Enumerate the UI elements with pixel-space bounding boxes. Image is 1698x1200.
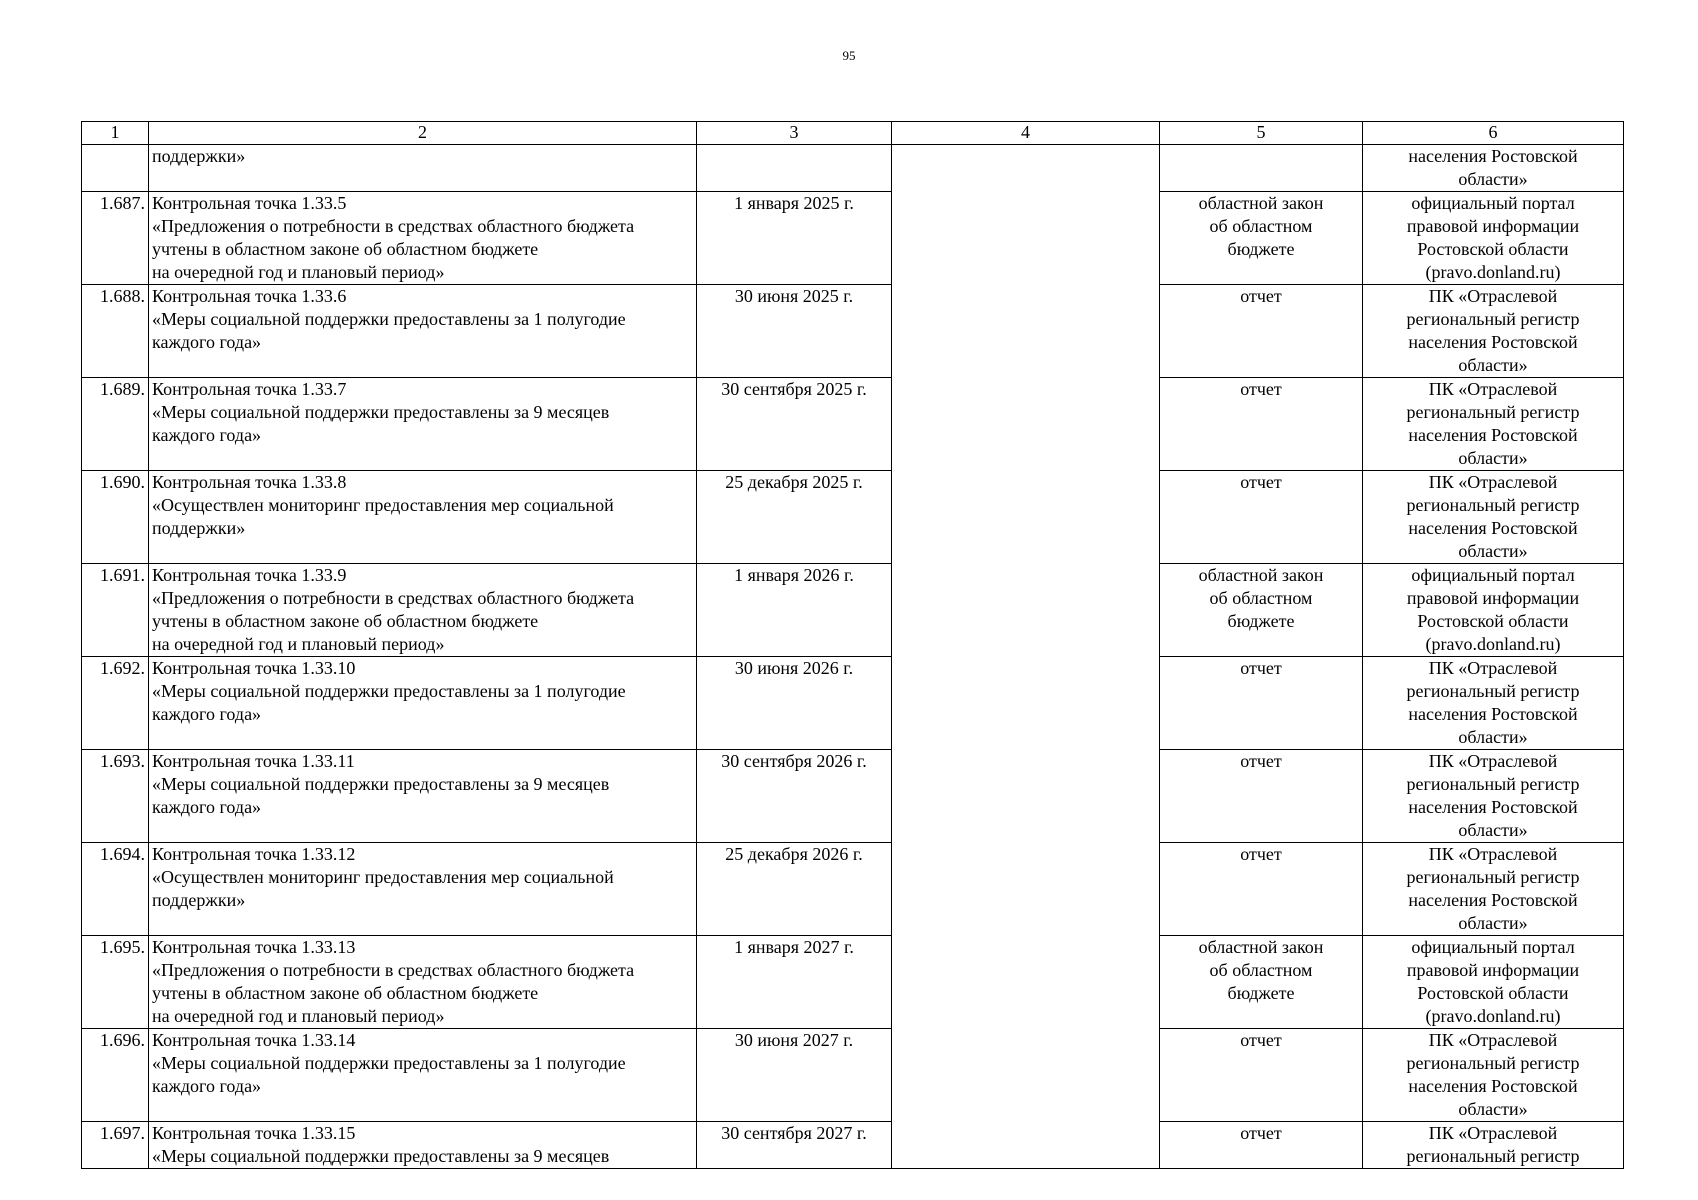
row-number-cell (82, 471, 149, 564)
info-source-line: региональный регистр (1406, 867, 1580, 887)
document-type-cell (1160, 843, 1363, 936)
info-source-line: правовой информации (1406, 588, 1580, 608)
info-source-line: населения Ростовской (1408, 425, 1578, 445)
document-type-line: отчет (1240, 1030, 1282, 1050)
table-row (82, 1029, 1624, 1122)
info-source-line: Ростовской области (1417, 983, 1569, 1003)
document-type-line: отчет (1240, 379, 1282, 399)
description-line: учтены в областном законе об областном бюджете (152, 983, 539, 1003)
info-source-line: населения Ростовской (1408, 146, 1578, 166)
info-source-line: области» (1458, 820, 1528, 840)
row-number-cell (82, 1122, 149, 1169)
due-date: 1 января 2025 г. (734, 193, 854, 213)
row-number: 1.692. (100, 658, 145, 678)
document-type-line: отчет (1240, 658, 1282, 678)
row-number-cell (82, 192, 149, 285)
table-row (82, 471, 1624, 564)
due-date: 30 июня 2026 г. (734, 658, 854, 678)
description-line: Контрольная точка 1.33.7 (152, 379, 347, 399)
info-source-line: Ростовской области (1417, 611, 1569, 631)
description-line: поддержки» (152, 518, 246, 538)
description-line: Контрольная точка 1.33.6 (152, 286, 347, 306)
info-source-line: ПК «Отраслевой (1428, 379, 1558, 399)
info-source-line: правовой информации (1406, 216, 1580, 236)
row-number: 1.687. (100, 193, 145, 213)
info-source-line: населения Ростовской (1408, 518, 1578, 538)
info-source-line: населения Ростовской (1408, 797, 1578, 817)
date-cell (697, 145, 892, 192)
document-type-cell (1160, 1029, 1363, 1122)
info-source-line: ПК «Отраслевой (1428, 658, 1558, 678)
info-source-line: региональный регистр (1406, 1146, 1580, 1166)
info-source-cell (1363, 192, 1624, 285)
table-row (82, 936, 1624, 1029)
document-type-line: бюджете (1227, 983, 1295, 1003)
date-cell (697, 843, 892, 936)
description-line: Контрольная точка 1.33.11 (152, 751, 355, 771)
table-body (82, 145, 1624, 1169)
table-row (82, 192, 1624, 285)
control-points-table (81, 121, 1624, 1169)
info-source-cell (1363, 145, 1624, 192)
info-source-cell (1363, 750, 1624, 843)
description-line: «Меры социальной поддержки предоставлены за 1 полугодие (152, 681, 626, 701)
table-row (82, 750, 1624, 843)
info-source-line: официальный портал (1411, 193, 1575, 213)
description-line: «Осуществлен мониторинг предоставления мер социальной (152, 495, 614, 515)
due-date: 1 января 2026 г. (734, 565, 854, 585)
description-line: каждого года» (152, 425, 262, 445)
description-cell (149, 750, 697, 843)
document-type-line: областной закон (1198, 193, 1324, 213)
info-source-line: официальный портал (1411, 565, 1575, 585)
info-source-line: области» (1458, 355, 1528, 375)
date-cell (697, 285, 892, 378)
document-type-line: об областном (1209, 960, 1313, 980)
description-line: «Меры социальной поддержки предоставлены за 1 полугодие (152, 309, 626, 329)
description-cell (149, 1029, 697, 1122)
info-source-line: ПК «Отраслевой (1428, 751, 1558, 771)
info-source-line: ПК «Отраслевой (1428, 472, 1558, 492)
description-line: учтены в областном законе об областном бюджете (152, 611, 539, 631)
info-source-line: региональный регистр (1406, 309, 1580, 329)
date-cell (697, 936, 892, 1029)
description-line: «Меры социальной поддержки предоставлены за 9 месяцев (152, 774, 610, 794)
description-cell (149, 285, 697, 378)
description-line: каждого года» (152, 797, 262, 817)
due-date: 25 декабря 2025 г. (725, 472, 863, 492)
info-source-line: региональный регистр (1406, 495, 1580, 515)
row-number: 1.696. (100, 1030, 145, 1050)
description-line: «Меры социальной поддержки предоставлены за 9 месяцев (152, 402, 610, 422)
description-line: «Предложения о потребности в средствах областного бюджета (152, 960, 635, 980)
info-source-line: Ростовской области (1417, 239, 1569, 259)
description-cell (149, 564, 697, 657)
date-cell (697, 1029, 892, 1122)
row-number-cell (82, 285, 149, 378)
info-source-cell (1363, 843, 1624, 936)
info-source-line: населения Ростовской (1408, 1076, 1578, 1096)
info-source-line: (pravo.donland.ru) (1425, 262, 1561, 282)
date-cell (697, 471, 892, 564)
row-number: 1.688. (100, 286, 145, 306)
info-source-line: населения Ростовской (1408, 890, 1578, 910)
document-type-cell (1160, 471, 1363, 564)
description-line: Контрольная точка 1.33.15 (152, 1123, 356, 1143)
info-source-line: области» (1458, 727, 1528, 747)
description-line: Контрольная точка 1.33.10 (152, 658, 356, 678)
info-source-line: ПК «Отраслевой (1428, 1123, 1558, 1143)
info-source-cell (1363, 1029, 1624, 1122)
document-type-cell (1160, 564, 1363, 657)
description-line: каждого года» (152, 1076, 262, 1096)
table-row (82, 285, 1624, 378)
document-type-line: об областном (1209, 588, 1313, 608)
info-source-line: области» (1458, 448, 1528, 468)
description-cell (149, 192, 697, 285)
info-source-line: области» (1458, 913, 1528, 933)
info-source-cell (1363, 936, 1624, 1029)
due-date: 30 июня 2027 г. (734, 1030, 854, 1050)
description-cell (149, 145, 697, 192)
description-line: учтены в областном законе об областном бюджете (152, 239, 539, 259)
date-cell (697, 1122, 892, 1169)
info-source-line: области» (1458, 169, 1528, 189)
description-cell (149, 471, 697, 564)
description-line: Контрольная точка 1.33.8 (152, 472, 347, 492)
info-source-line: ПК «Отраслевой (1428, 286, 1558, 306)
responsible-cell (892, 145, 1160, 1169)
due-date: 30 сентября 2025 г. (721, 379, 867, 399)
column-header-5: 5 (1160, 122, 1363, 145)
row-number: 1.689. (100, 379, 145, 399)
description-cell (149, 378, 697, 471)
document-type-line: отчет (1240, 286, 1282, 306)
row-number-cell (82, 750, 149, 843)
document-type-cell (1160, 657, 1363, 750)
info-source-line: ПК «Отраслевой (1428, 1030, 1558, 1050)
row-number-cell (82, 378, 149, 471)
info-source-line: (pravo.donland.ru) (1425, 634, 1561, 654)
page-number: 95 (842, 48, 856, 63)
description-line: «Меры социальной поддержки предоставлены за 1 полугодие (152, 1053, 626, 1073)
document-type-line: об областном (1209, 216, 1313, 236)
row-number: 1.690. (100, 472, 145, 492)
row-number-cell (82, 843, 149, 936)
info-source-line: региональный регистр (1406, 402, 1580, 422)
description-cell (149, 843, 697, 936)
row-number: 1.693. (100, 751, 145, 771)
due-date: 1 января 2027 г. (734, 937, 854, 957)
document-type-cell (1160, 750, 1363, 843)
date-cell (697, 378, 892, 471)
description-line: «Предложения о потребности в средствах областного бюджета (152, 216, 635, 236)
date-cell (697, 657, 892, 750)
description-line: Контрольная точка 1.33.12 (152, 844, 356, 864)
info-source-cell (1363, 1122, 1624, 1169)
info-source-line: официальный портал (1411, 937, 1575, 957)
row-number-cell (82, 936, 149, 1029)
table-row (82, 1122, 1624, 1169)
document-type-cell (1160, 378, 1363, 471)
column-header-1: 1 (82, 122, 149, 145)
document-type-line: отчет (1240, 844, 1282, 864)
due-date: 30 сентября 2026 г. (721, 751, 867, 771)
document-type-line: отчет (1240, 472, 1282, 492)
due-date: 25 декабря 2026 г. (725, 844, 863, 864)
info-source-cell (1363, 285, 1624, 378)
info-source-line: региональный регистр (1406, 681, 1580, 701)
description-line: каждого года» (152, 704, 262, 724)
table-row (82, 657, 1624, 750)
document-type-line: областной закон (1198, 937, 1324, 957)
info-source-line: области» (1458, 541, 1528, 561)
row-number-cell (82, 1029, 149, 1122)
document-type-line: областной закон (1198, 565, 1324, 585)
column-header-2: 2 (149, 122, 697, 145)
info-source-line: региональный регистр (1406, 774, 1580, 794)
table-row (82, 378, 1624, 471)
row-number: 1.691. (100, 565, 145, 585)
info-source-cell (1363, 564, 1624, 657)
info-source-line: (pravo.donland.ru) (1425, 1006, 1561, 1026)
date-cell (697, 564, 892, 657)
info-source-line: населения Ростовской (1408, 332, 1578, 352)
date-cell (697, 192, 892, 285)
info-source-cell (1363, 378, 1624, 471)
date-cell (697, 750, 892, 843)
column-header-4: 4 (892, 122, 1160, 145)
description-cell (149, 936, 697, 1029)
column-number-row (82, 122, 1624, 145)
table-row (82, 564, 1624, 657)
row-number: 1.697. (100, 1123, 145, 1143)
document-type-cell (1160, 285, 1363, 378)
document-type-cell (1160, 192, 1363, 285)
description-cell (149, 657, 697, 750)
table-row (82, 145, 1624, 192)
table-row (82, 843, 1624, 936)
document-type-line: отчет (1240, 751, 1282, 771)
info-source-line: населения Ростовской (1408, 704, 1578, 724)
document-type-line: бюджете (1227, 239, 1295, 259)
description-line: Контрольная точка 1.33.13 (152, 937, 356, 957)
row-number-cell (82, 564, 149, 657)
description-line: каждого года» (152, 332, 262, 352)
row-number: 1.694. (100, 844, 145, 864)
document-type-cell (1160, 1122, 1363, 1169)
description-line: «Меры социальной поддержки предоставлены за 9 месяцев (152, 1146, 610, 1166)
row-number-cell (82, 145, 149, 192)
description-line: «Осуществлен мониторинг предоставления мер социальной (152, 867, 614, 887)
description-cell (149, 1122, 697, 1169)
description-line: поддержки» (152, 146, 246, 166)
column-header-3: 3 (697, 122, 892, 145)
due-date: 30 сентября 2027 г. (721, 1123, 867, 1143)
info-source-cell (1363, 471, 1624, 564)
column-header-6: 6 (1363, 122, 1624, 145)
info-source-line: региональный регистр (1406, 1053, 1580, 1073)
description-line: на очередной год и плановый период» (152, 634, 445, 654)
document-type-line: бюджете (1227, 611, 1295, 631)
info-source-line: ПК «Отраслевой (1428, 844, 1558, 864)
document-type-cell (1160, 936, 1363, 1029)
info-source-cell (1363, 657, 1624, 750)
description-line: на очередной год и плановый период» (152, 1006, 445, 1026)
info-source-line: правовой информации (1406, 960, 1580, 980)
info-source-line: области» (1458, 1099, 1528, 1119)
document-type-line: отчет (1240, 1123, 1282, 1143)
description-line: Контрольная точка 1.33.14 (152, 1030, 356, 1050)
description-line: «Предложения о потребности в средствах областного бюджета (152, 588, 635, 608)
row-number-cell (82, 657, 149, 750)
document-type-cell (1160, 145, 1363, 192)
description-line: Контрольная точка 1.33.9 (152, 565, 347, 585)
description-line: на очередной год и плановый период» (152, 262, 445, 282)
row-number: 1.695. (100, 937, 145, 957)
description-line: поддержки» (152, 890, 246, 910)
due-date: 30 июня 2025 г. (734, 286, 854, 306)
description-line: Контрольная точка 1.33.5 (152, 193, 347, 213)
